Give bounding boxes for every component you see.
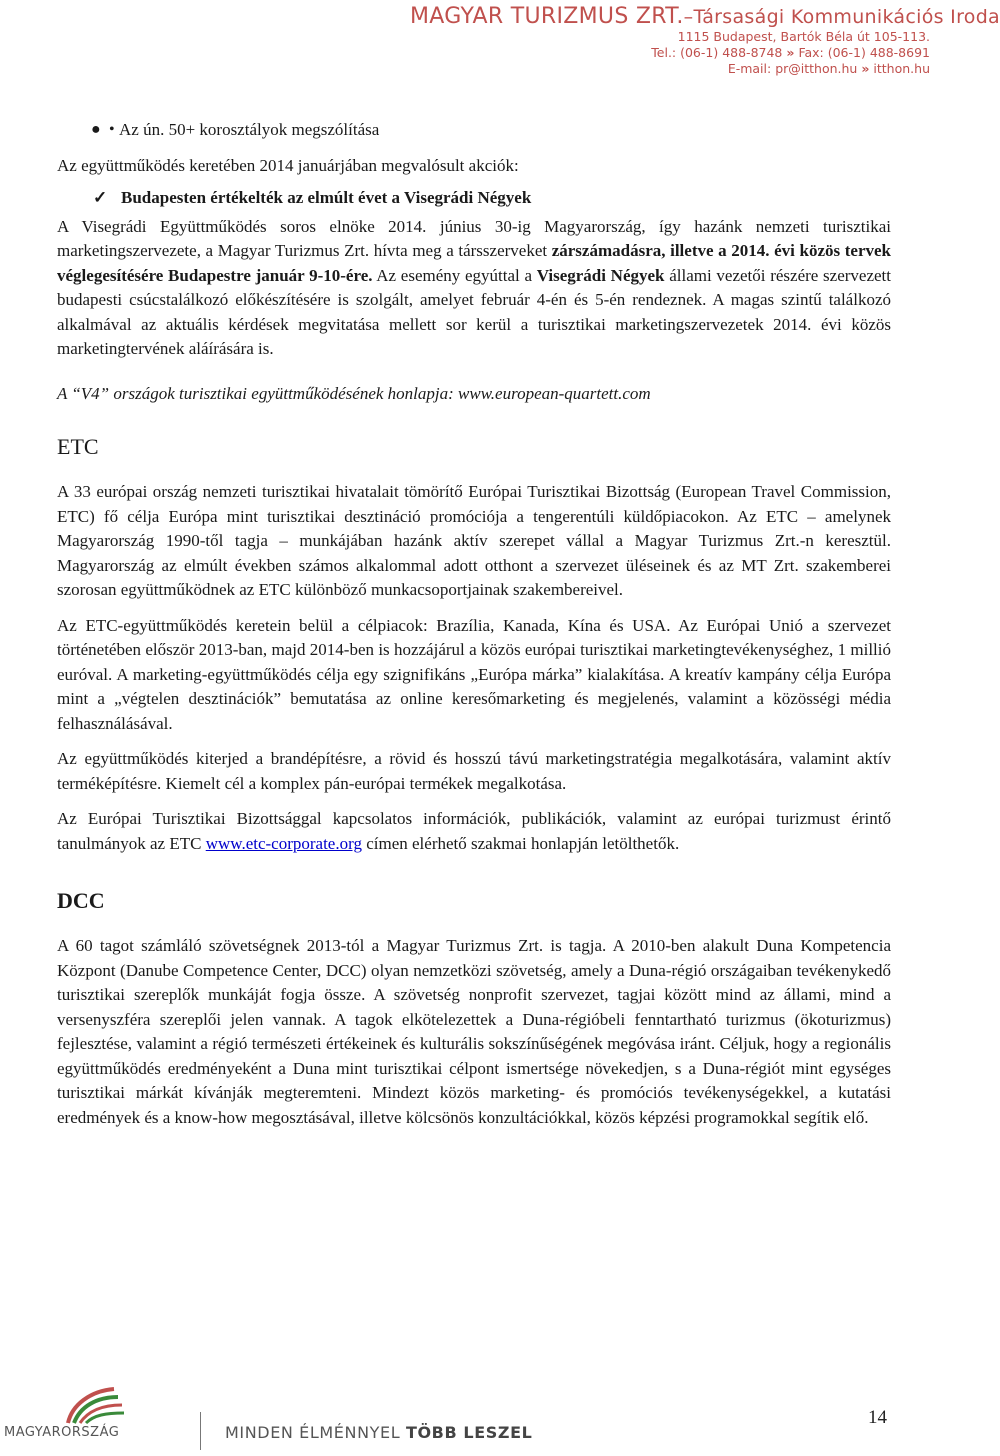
letterhead xyxy=(410,4,1000,77)
etc-p4-text-b: címen elérhető szakmai honlapján letölthetők. xyxy=(361,833,680,853)
website: itthon.hu xyxy=(873,61,930,76)
phone-fax-line xyxy=(410,45,930,61)
document-body xyxy=(57,118,891,1130)
p1-text-a: A Visegrádi Együttműködés soros elnöke 2014. június 30-ig Magyarország, így hazánk nemzeti turisztikai marketingszervezete, a Magyar Turizmus Zrt. hívta meg a társszerveket xyxy=(57,216,891,260)
etc-paragraph-1: A 33 európai ország nemzeti turisztikai hivatalait tömörítő Európai Turisztikai Bizottság (European Travel Commission, ETC) fő célja Európa mint turisztikai desztináció promóciója a tengerentúli küldőpiacokon. Az ETC – amelynek Magyarország 1990-től tagja – munkájában hazánk aktív szerepet vállal a Magyar Turizmus Zrt.-n keresztül. Magyarország az elmúlt években számos alkalommal adott otthont a szervezet üléseinek és az MT Zrt. szakemberei szorosan együttműködnek az ETC különböző munkacsoportjainak szakembereivel. xyxy=(57,482,891,599)
etc-paragraph-2: Az ETC-együttműködés keretein belül a célpiacok: Brazília, Kanada, Kína és USA. Az Európai Unió a szervezet történetében először 2013-ban, majd 2014-ben is hozzájárul a közös európai turisztikai marketingtevékenységhez, 1 millió euróval. A marketing-együttműködés célja egy szignifikáns „Európa márka” kialakítása. A kreatív kampány célja Európa mint a „végtelen desztinációk” bemutatása az online keresőmarketing és megjelenés, valamint a közösségi média felhasználásával. xyxy=(57,615,891,733)
bullet-item xyxy=(57,118,891,143)
checkmark-icon: ✓ xyxy=(93,188,108,207)
slogan-part-a: MINDEN ÉLMÉNNYEL xyxy=(225,1423,406,1442)
bullet-icon: ● xyxy=(91,121,101,138)
heading-etc: ETC xyxy=(57,434,99,459)
email: E-mail: pr@itthon.hu xyxy=(727,61,858,76)
etc-corporate-link[interactable]: www.etc-corporate.org xyxy=(205,833,362,853)
dcc-paragraph: A 60 tagot számláló szövetségnek 2013-tól a Magyar Turizmus Zrt. is tagja. A 2010-ben alakult Duna Kompetencia Központ (Danube Competence Center, DCC) olyan nemzetközi szövetség, amely a Duna-régió országaiban tevékenykedő turisztikai szereplők munkáját fogja össze. A szövetség nonprofit szervezet, tagjai között mind az állami, mind a versenyszféra szereplői jelen vannak. A tagok elkötelezettek a Duna-régióbeli fenntartható turizmus (ökoturizmus) fejlesztése, valamint a régió természeti értékeinek és kulturális sokszínűségének megóvása iránt. Céljuk, hogy a regionális együttműködés eredményeként a Duna mint turisztikai célpont ismertsége növekedjen, s a Duna-régiót mint egységes turisztikai márkát kívánják megteremteni. Mindezt közös marketing- és promóciós tevékenységekkel, a kutatási eredmények és a know-how megosztásával, illetve kölcsönös konzultációkkal, közös képzési programokkal segítik elő. xyxy=(57,936,891,1127)
heading-dcc: DCC xyxy=(57,888,105,913)
email-web-line xyxy=(410,61,930,77)
dept-name: –Társasági Kommunikációs Iroda xyxy=(683,6,1000,28)
paragraph-v4 xyxy=(57,215,891,362)
etc-paragraph-3: Az együttműködés kiterjed a brandépítésre, a rövid és hosszú távú marketingstratégia megalkotására, valamint aktív terméképítésre. Kiemelt cél a komplex pán-európai termékek megalkotása. xyxy=(57,749,891,793)
p1-bold-2: Visegrádi Négyek xyxy=(536,265,665,285)
footer-slogan xyxy=(225,1423,532,1442)
check-item xyxy=(57,186,891,211)
org-name: MAGYAR TURIZMUS ZRT. xyxy=(410,4,684,29)
p1-text-b: Az esemény egyúttal a xyxy=(372,265,537,285)
p1-text-c: állami vezetői részére szervezett budapesti csúcstalálkozó előkészítésére is szolgált, amelyet február 4-én és 5-én rendeznek. A magas szintű találkozó alkalmával az aktuális kérdések megvitatása mellett sor kerül a turisztikai marketingszervezetek 2014. évi közös marketingtervének aláírására is. xyxy=(57,265,891,358)
fax: Fax: (06-1) 488-8691 xyxy=(798,45,930,60)
footer-divider xyxy=(200,1412,201,1450)
slogan-part-b: TÖBB LESZEL xyxy=(405,1423,533,1442)
etc-paragraph-4 xyxy=(57,807,891,856)
footer-country: MAGYARORSZÁG xyxy=(4,1425,120,1440)
bullet-text: Az ún. 50+ korosztályok megszólítása xyxy=(119,120,380,139)
page-number: 14 xyxy=(868,1407,887,1428)
check-item-text: Budapesten értékelték az elmúlt évet a Visegrádi Négyek xyxy=(121,188,532,207)
separator: » xyxy=(861,61,870,76)
p1-bold: zárszámadásra, illetve a 2014. évi közös tervek véglegesítésére Budapestre január 9-10-ére. xyxy=(57,241,892,285)
v4-website-line: A “V4” országok turisztikai együttműködésének honlapja: www.european-quartett.com xyxy=(57,383,651,403)
etc-p4-text-a: Az Európai Turisztikai Bizottsággal kapcsolatos információk, publikációk, valamint az európai turizmust érintő tanulmányok az ETC xyxy=(57,809,891,853)
letterhead-title xyxy=(410,4,1000,29)
bullet-icon: • xyxy=(109,121,115,138)
magyarorszag-logo-icon xyxy=(60,1385,140,1425)
actions-intro: Az együttműködés keretében 2014 januárjában megvalósult akciók: xyxy=(57,155,519,175)
phone: Tel.: (06-1) 488-8748 xyxy=(651,45,783,60)
address-line: 1115 Budapest, Bartók Béla út 105-113. xyxy=(677,29,930,44)
footer xyxy=(0,1385,960,1455)
separator: » xyxy=(786,45,795,60)
